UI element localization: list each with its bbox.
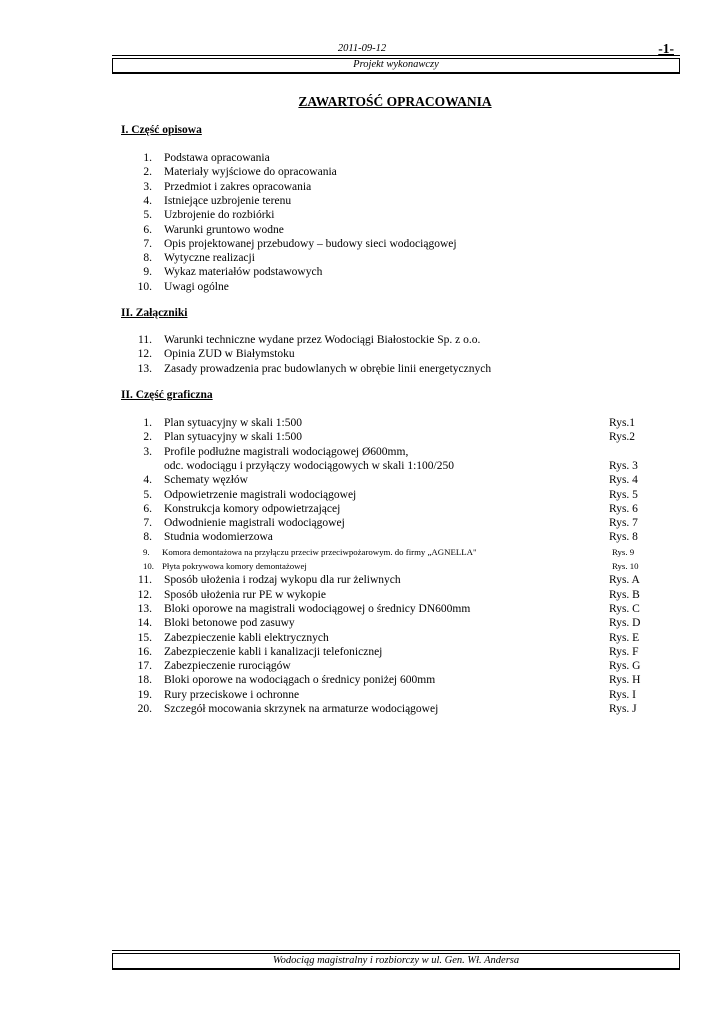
- list-item: [0, 208, 724, 222]
- list-item: [0, 362, 724, 376]
- list-item-text: Uzbrojenie do rozbiórki: [164, 209, 275, 222]
- list-item-text: Zabezpieczenie rurociągów: [164, 660, 291, 673]
- page-number: -1-: [658, 41, 674, 56]
- list-item-number: 5.: [143, 209, 152, 222]
- list-item-text: Materiały wyjściowe do opracowania: [164, 166, 337, 179]
- drawing-reference: Rys. F: [609, 645, 639, 658]
- document-title: ZAWARTOŚĆ OPRACOWANIA: [298, 94, 492, 109]
- list-item-text: Zabezpieczenie kabli elektrycznych: [164, 631, 329, 644]
- list-item-number: 8.: [143, 531, 152, 544]
- list-item-number: 16.: [137, 645, 152, 658]
- list-item: [0, 280, 724, 294]
- drawing-reference: Rys. 5: [609, 488, 638, 501]
- list-item: [0, 673, 724, 687]
- list-item: [0, 151, 724, 165]
- list-item-number: 11.: [138, 334, 152, 346]
- list-item-number: 10.: [143, 561, 154, 571]
- list-item: [0, 445, 724, 459]
- list-item-number: 7.: [143, 237, 152, 250]
- list-item-text: Komora demontażowa na przyłączu przeciw przeciwpożarowym. do firmy „AGNELLA": [162, 546, 477, 557]
- list-item: [0, 223, 724, 237]
- list-item-number: 20.: [137, 703, 152, 715]
- list-item-text: Sposób ułożenia i rodzaj wykopu dla rur żeliwnych: [164, 574, 401, 587]
- header-subtitle: Projekt wykonawczy: [353, 59, 439, 70]
- list-item-text: Szczegół mocowania skrzynek na armaturze wodociągowej: [164, 703, 439, 715]
- list-item: [0, 333, 724, 347]
- list-item: [0, 430, 724, 444]
- list-item-number: 5.: [143, 488, 152, 501]
- list-item-number: 18.: [137, 674, 152, 687]
- list-item-text: Odpowietrzenie magistrali wodociągowej: [164, 488, 357, 501]
- header-rule: [112, 55, 680, 56]
- list-item: [0, 573, 724, 587]
- list-item-text: Profile podłużne magistrali wodociągowej Ø600mm,: [164, 445, 409, 458]
- list-item: [0, 659, 724, 673]
- list-item: [0, 165, 724, 179]
- drawing-reference: Rys. G: [609, 660, 641, 673]
- drawing-reference: Rys. 8: [609, 531, 638, 544]
- section-heading-graficzna: II. Część graficzna: [121, 389, 213, 401]
- list-item-number: 6.: [143, 502, 152, 515]
- list-item-text: Rury przeciskowe i ochronne: [164, 688, 300, 701]
- list-item-number: 19.: [137, 688, 152, 701]
- footer-rule: [112, 950, 680, 951]
- list-item: [0, 702, 724, 716]
- list-item-text: Warunki techniczne wydane przez Wodociągi Białostockie Sp. z o.o.: [164, 334, 481, 346]
- list-item: [0, 559, 724, 573]
- list-item-text: Bloki betonowe pod zasuwy: [164, 617, 295, 630]
- list-item-text: Bloki oporowe na magistrali wodociągowej o średnicy DN600mm: [164, 602, 471, 615]
- list-item-text: Wykaz materiałów podstawowych: [164, 266, 323, 279]
- list-item-number: 1.: [143, 152, 152, 164]
- list-item-number: 7.: [143, 517, 152, 530]
- list-item-text: Przedmiot i zakres opracowania: [164, 180, 312, 193]
- list-item: [0, 645, 724, 659]
- list-item-text: Konstrukcja komory odpowietrzającej: [164, 502, 341, 515]
- list-item-number: 9.: [143, 266, 152, 279]
- drawing-reference: Rys. 9: [612, 546, 635, 557]
- list-item-text: Wytyczne realizacji: [164, 252, 255, 265]
- list-item: [0, 631, 724, 645]
- list-item-text: Uwagi ogólne: [164, 280, 229, 293]
- drawing-reference: Rys. 3: [609, 459, 638, 472]
- list-item-text: Opis projektowanej przebudowy – budowy sieci wodociągowej: [164, 237, 457, 250]
- list-item-number: 14.: [137, 617, 152, 630]
- list-item-text: Płyta pokrywowa komory demontażowej: [162, 561, 307, 571]
- list-item-number: 4.: [143, 474, 152, 487]
- drawing-reference: Rys. 10: [612, 561, 639, 571]
- list-item: [0, 616, 724, 630]
- list-item: [0, 545, 724, 559]
- list-item-number: 11.: [138, 574, 152, 587]
- list-item: [0, 688, 724, 702]
- list-item-text: Sposób ułożenia rur PE w wykopie: [164, 588, 326, 601]
- drawing-reference: Rys. D: [609, 617, 641, 630]
- list-item: [0, 347, 724, 361]
- list-item: [0, 473, 724, 487]
- drawing-reference: Rys. 7: [609, 517, 638, 530]
- list-item-text: Plan sytuacyjny w skali 1:500: [164, 417, 302, 429]
- list-item: [0, 194, 724, 208]
- list-item-text: odc. wodociągu i przyłączy wodociągowych w skali 1:100/250: [164, 459, 454, 472]
- list-item-number: 2.: [143, 166, 152, 179]
- drawing-reference: Rys. C: [609, 602, 640, 615]
- list-item-number: 4.: [143, 194, 152, 207]
- header-date: 2011-09-12: [337, 43, 387, 54]
- list-item-number: 12.: [137, 348, 152, 361]
- drawing-reference: Rys. H: [609, 674, 641, 687]
- list-item-text: Warunki gruntowo wodne: [164, 223, 284, 236]
- list-item-number: 12.: [137, 588, 152, 601]
- drawing-reference: Rys.1: [609, 417, 636, 429]
- drawing-reference: Rys. A: [609, 574, 640, 587]
- drawing-reference: Rys. E: [609, 631, 640, 644]
- list-item-number: 13.: [137, 362, 152, 375]
- list-item-text: Istniejące uzbrojenie terenu: [164, 194, 292, 207]
- section-heading-opisowa: I. Część opisowa: [121, 124, 202, 136]
- drawing-reference: Rys.2: [609, 431, 636, 444]
- footer-text: Wodociąg magistralny i rozbiorczy w ul. Gen. Wł. Andersa: [272, 955, 520, 966]
- list-item: [0, 488, 724, 502]
- list-item: [0, 530, 724, 544]
- list-item-number: 15.: [137, 631, 152, 644]
- list-item: [0, 265, 724, 279]
- list-item-text: Opinia ZUD w Białymstoku: [164, 348, 295, 361]
- list-item-number: 3.: [143, 445, 152, 458]
- list-item: [0, 602, 724, 616]
- list-item: [0, 237, 724, 251]
- list-item-number: 10.: [137, 280, 152, 293]
- list-item-text: Schematy węzłów: [164, 474, 248, 487]
- list-item-text: Zabezpieczenie kabli i kanalizacji telefonicznej: [164, 645, 383, 658]
- list-item: [0, 416, 724, 430]
- list-item-number: 1.: [143, 417, 152, 429]
- list-item: [0, 502, 724, 516]
- list-item-text: Odwodnienie magistrali wodociągowej: [164, 517, 345, 530]
- list-item: [0, 459, 724, 473]
- list-item: [0, 588, 724, 602]
- list-item-text: Bloki oporowe na wodociągach o średnicy poniżej 600mm: [164, 674, 436, 687]
- list-item-number: 13.: [137, 602, 152, 615]
- list-item-text: Plan sytuacyjny w skali 1:500: [164, 431, 302, 444]
- list-item-number: 3.: [143, 180, 152, 193]
- list-item: [0, 516, 724, 530]
- list-item-text: Podstawa opracowania: [164, 152, 270, 164]
- drawing-reference: Rys. 6: [609, 502, 638, 515]
- drawing-reference: Rys. I: [609, 688, 637, 701]
- section-heading-zalaczniki: II. Załączniki: [121, 307, 188, 319]
- drawing-reference: Rys. J: [609, 703, 637, 715]
- list-item-number: 9.: [143, 546, 150, 557]
- list-item-number: 2.: [143, 431, 152, 444]
- list-item-text: Studnia wodomierzowa: [164, 531, 273, 544]
- list-item-number: 6.: [143, 223, 152, 236]
- list-item-number: 8.: [143, 252, 152, 265]
- list-item: [0, 251, 724, 265]
- list-item: [0, 180, 724, 194]
- list-item-number: 17.: [137, 660, 152, 673]
- list-item-text: Zasady prowadzenia prac budowlanych w obrębie linii energetycznych: [164, 362, 492, 375]
- drawing-reference: Rys. B: [609, 588, 640, 601]
- drawing-reference: Rys. 4: [609, 474, 638, 487]
